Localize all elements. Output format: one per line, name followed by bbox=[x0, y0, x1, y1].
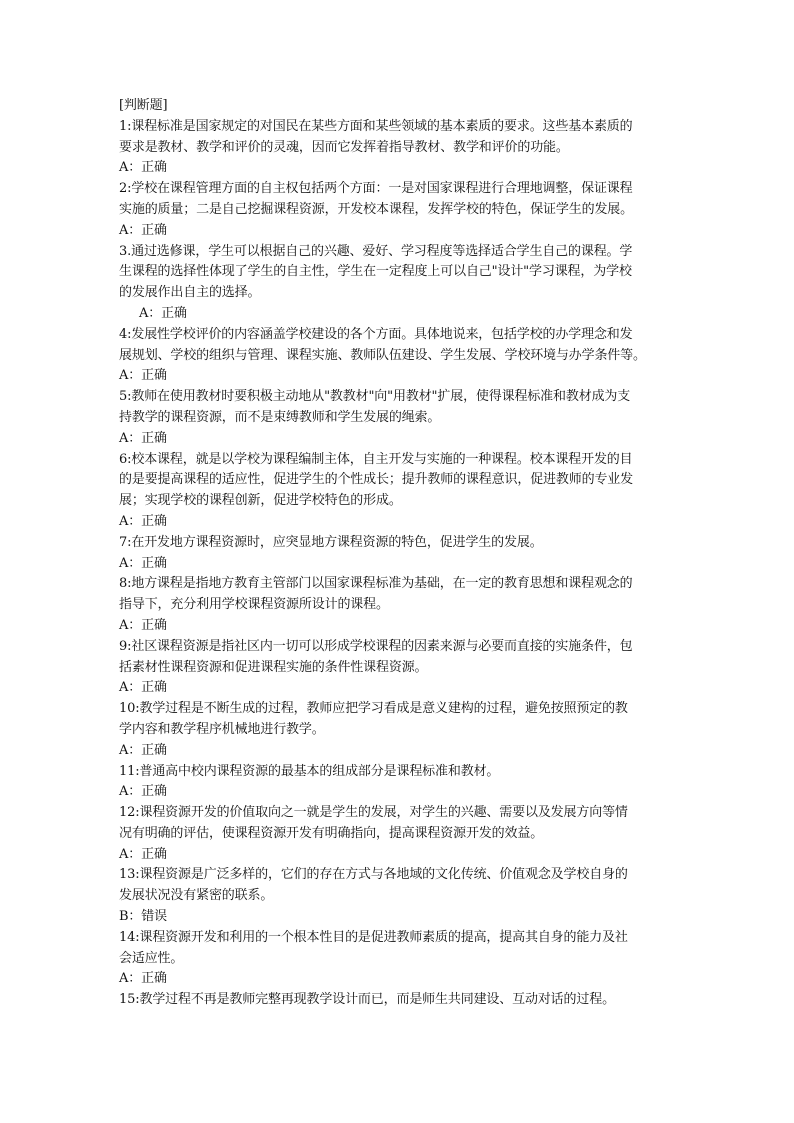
answer: A：正确 bbox=[119, 742, 167, 758]
answer: A：正确 bbox=[119, 846, 167, 862]
answer: A：正确 bbox=[119, 617, 167, 633]
question-text-line: 持教学的课程资源，而不是束缚教师和学生发展的绳索。 bbox=[119, 409, 441, 425]
question-text-line: 2:学校在课程管理方面的自主权包括两个方面：一是对国家课程进行合理地调整，保证课程 bbox=[119, 181, 633, 197]
answer: A：正确 bbox=[119, 222, 167, 238]
question-text-line: 实施的质量；二是自己挖掘课程资源，开发校本课程，发挥学校的特色，保证学生的发展。 bbox=[119, 201, 634, 217]
question-text-line: 的发展作出自主的选择。 bbox=[119, 285, 261, 301]
question-text-line: 7:在开发地方课程资源时，应突显地方课程资源的特色，促进学生的发展。 bbox=[119, 534, 543, 550]
question-text-line: 10:教学过程是不断生成的过程，教师应把学习看成是意义建构的过程，避免按照预定的教 bbox=[119, 701, 628, 717]
question-text-line: 5:教师在使用教材时要积极主动地从"教教材"向"用教材"扩展，使得课程标准和教材成为支 bbox=[119, 389, 631, 405]
answer: A：正确 bbox=[139, 305, 187, 321]
question-text-line: 指导下，充分利用学校课程资源所设计的课程。 bbox=[119, 597, 389, 613]
question-3 bbox=[119, 242, 679, 325]
question-9 bbox=[119, 637, 679, 699]
question-10 bbox=[119, 699, 679, 761]
question-text-line: 生课程的选择性体现了学生的自主性，学生在一定程度上可以自己"设计"学习课程，为学校 bbox=[119, 264, 632, 280]
question-7 bbox=[119, 533, 679, 575]
question-text-line: 会适应性。 bbox=[119, 950, 184, 966]
question-text-line: 的是要提高课程的适应性，促进学生的个性成长；提升教师的课程意识，促进教师的专业发 bbox=[119, 472, 634, 488]
question-text-line: 括素材性课程资源和促进课程实施的条件性课程资源。 bbox=[119, 659, 428, 675]
question-6 bbox=[119, 450, 679, 533]
answer: A：正确 bbox=[119, 513, 167, 529]
question-text-line: 4:发展性学校评价的内容涵盖学校建设的各个方面。具体地说来，包括学校的办学理念和发 bbox=[119, 326, 633, 342]
answer: A：正确 bbox=[119, 784, 167, 800]
question-text-line: 展；实现学校的课程创新，促进学校特色的形成。 bbox=[119, 493, 402, 509]
question-text-line: 12:课程资源开发的价值取向之一就是学生的发展，对学生的兴趣、需要以及发展方向等情 bbox=[119, 805, 628, 821]
question-text-line: 展规划、学校的组织与管理、课程实施、教师队伍建设、学生发展、学校环境与办学条件等。 bbox=[119, 347, 646, 363]
question-text-line: 3.通过选修课，学生可以根据自己的兴趣、爱好、学习程度等选择适合学生自己的课程。学 bbox=[119, 243, 633, 259]
question-2 bbox=[119, 179, 679, 241]
question-text-line: 学内容和教学程序机械地进行教学。 bbox=[119, 721, 325, 737]
answer: A：正确 bbox=[119, 430, 167, 446]
answer: A：正确 bbox=[119, 368, 167, 384]
question-text-line: 6:校本课程，就是以学校为课程编制主体，自主开发与实施的一种课程。校本课程开发的目 bbox=[119, 451, 633, 467]
question-text-line: 1:课程标准是国家规定的对国民在某些方面和某些领域的基本素质的要求。这些基本素质的 bbox=[119, 118, 633, 134]
answer: B：错误 bbox=[119, 909, 167, 925]
question-text-line: 14:课程资源开发和利用的一个根本性目的是促进教师素质的提高，提高其自身的能力及社 bbox=[119, 929, 628, 945]
question-4 bbox=[119, 325, 679, 387]
question-text-line: 发展状况没有紧密的联系。 bbox=[119, 888, 274, 904]
answer: A：正确 bbox=[119, 160, 167, 176]
question-15 bbox=[119, 990, 679, 1011]
answer: A：正确 bbox=[119, 680, 167, 696]
document-page bbox=[119, 96, 679, 1011]
question-14 bbox=[119, 928, 679, 990]
question-text-line: 9:社区课程资源是指社区内一切可以形成学校课程的因素来源与必要而直接的实施条件，包 bbox=[119, 638, 633, 654]
question-text-line: 15:教学过程不再是教师完整再现教学设计而已，而是师生共同建设、互动对话的过程。 bbox=[119, 992, 615, 1008]
section-heading: [判断题] bbox=[119, 98, 168, 113]
question-text-line: 11:普通高中校内课程资源的最基本的组成部分是课程标准和教材。 bbox=[119, 763, 500, 779]
question-13 bbox=[119, 865, 679, 927]
question-12 bbox=[119, 803, 679, 865]
answer: A：正确 bbox=[119, 555, 167, 571]
question-11 bbox=[119, 762, 679, 804]
question-5 bbox=[119, 387, 679, 449]
answer: A：正确 bbox=[119, 971, 167, 987]
question-text-line: 8:地方课程是指地方教育主管部门以国家课程标准为基础，在一定的教育思想和课程观念的 bbox=[119, 576, 633, 592]
question-text-line: 况有明确的评估，使课程资源开发有明确指向，提高课程资源开发的效益。 bbox=[119, 825, 544, 841]
question-text-line: 13:课程资源是广泛多样的，它们的存在方式与各地域的文化传统、价值观念及学校自身的 bbox=[119, 867, 628, 883]
question-text-line: 要求是教材、教学和评价的灵魂，因而它发挥着指导教材、教学和评价的功能。 bbox=[119, 139, 569, 155]
question-8 bbox=[119, 574, 679, 636]
question-1 bbox=[119, 117, 679, 179]
